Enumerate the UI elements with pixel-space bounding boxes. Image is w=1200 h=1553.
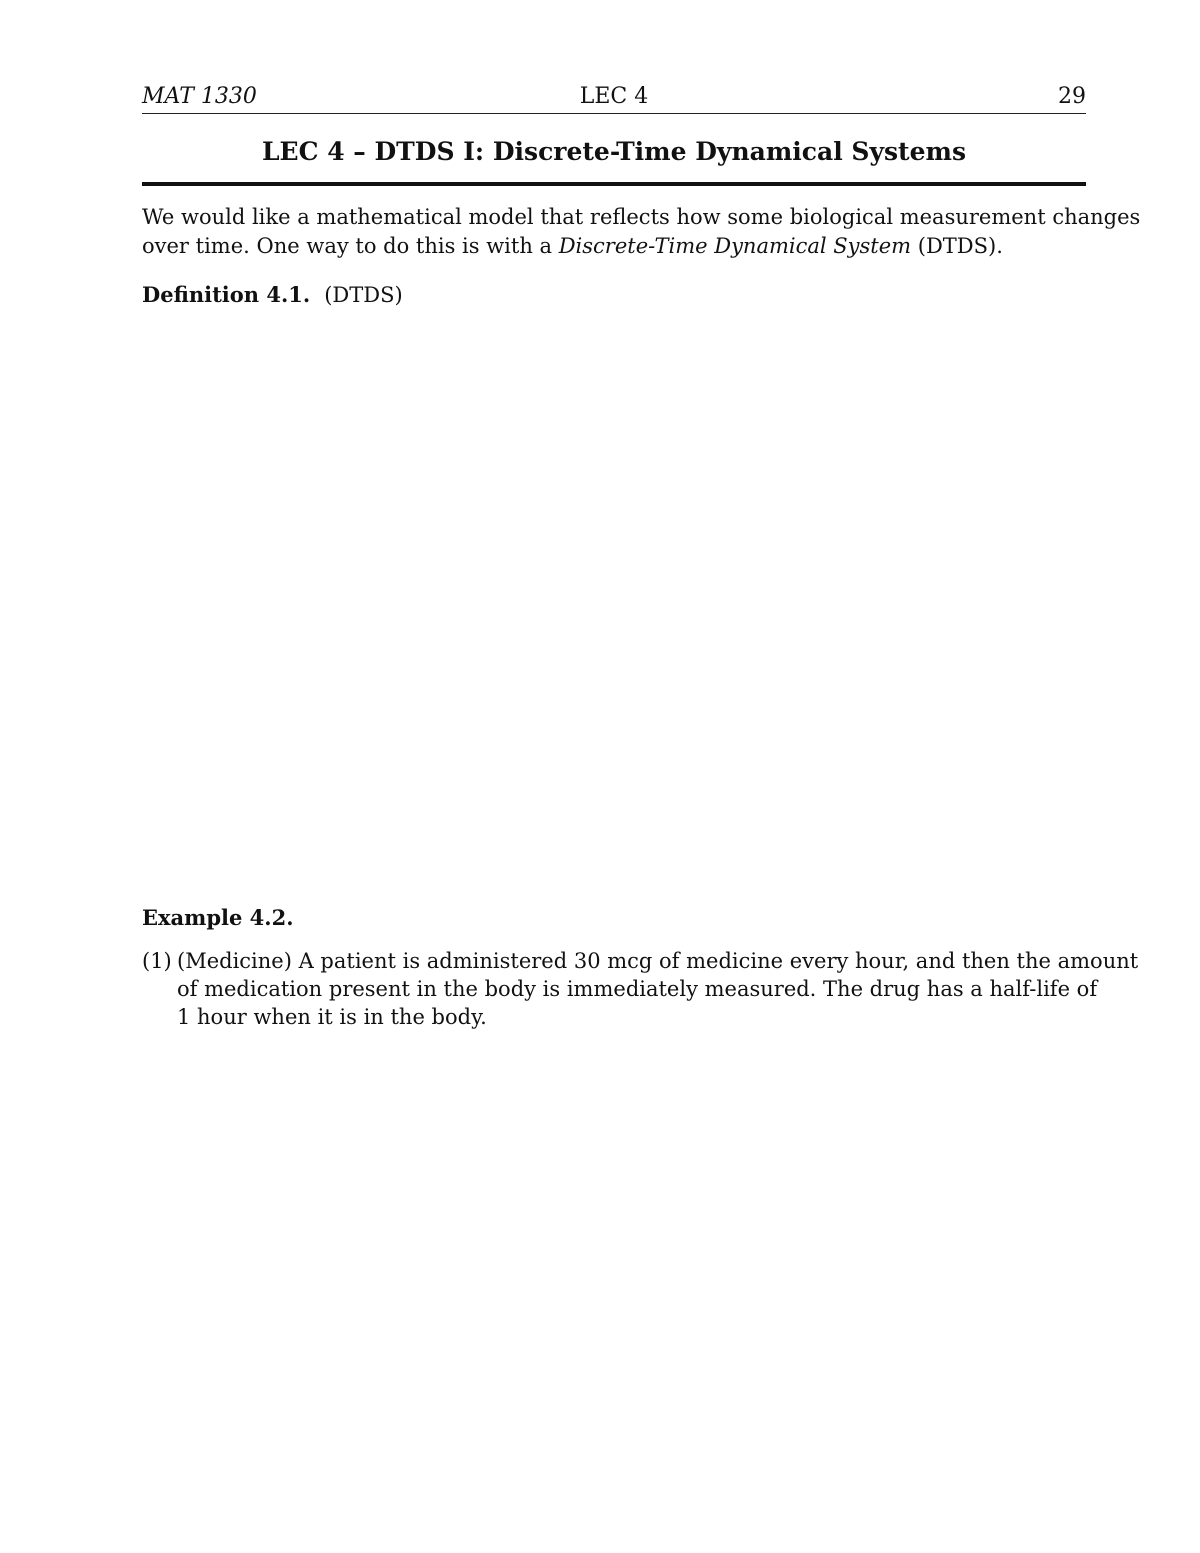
- definition-label: Definition 4.1.: [142, 282, 311, 307]
- definition-text: (DTDS): [324, 283, 403, 307]
- example-item-line-1: (Medicine) A patient is administered 30 mcg of medicine every hour, and then the amount: [177, 949, 1139, 973]
- example-item-line-3: 1 hour when it is in the body.: [177, 1005, 487, 1029]
- intro-line-2: [142, 232, 1092, 261]
- header-course: MAT 1330: [142, 84, 257, 109]
- running-header: [142, 84, 1086, 112]
- intro-line-2-suffix: (DTDS).: [911, 234, 1003, 258]
- example-item: [142, 947, 1139, 1031]
- example-heading: Example 4.2.: [142, 905, 294, 930]
- header-rule: [142, 113, 1086, 114]
- intro-line-2-prefix: over time. One way to do this is with a: [142, 234, 559, 258]
- intro-emphasis-term: Discrete-Time Dynamical System: [558, 234, 912, 258]
- definition-block: [142, 282, 403, 307]
- example-item-number: (1): [142, 949, 172, 973]
- header-lecture: LEC 4: [579, 84, 649, 109]
- lecture-title: LEC 4 – DTDS I: Discrete-Time Dynamical Systems: [261, 137, 967, 166]
- example-item-line-2: of medication present in the body is immediately measured. The drug has a half-life of: [177, 977, 1098, 1001]
- example-item-body: [177, 947, 1139, 1031]
- intro-paragraph: [142, 203, 1141, 261]
- intro-line-1: We would like a mathematical model that reflects how some biological measurement changes: [142, 205, 1141, 229]
- header-page-number: 29: [1058, 84, 1086, 109]
- title-rule: [142, 182, 1086, 186]
